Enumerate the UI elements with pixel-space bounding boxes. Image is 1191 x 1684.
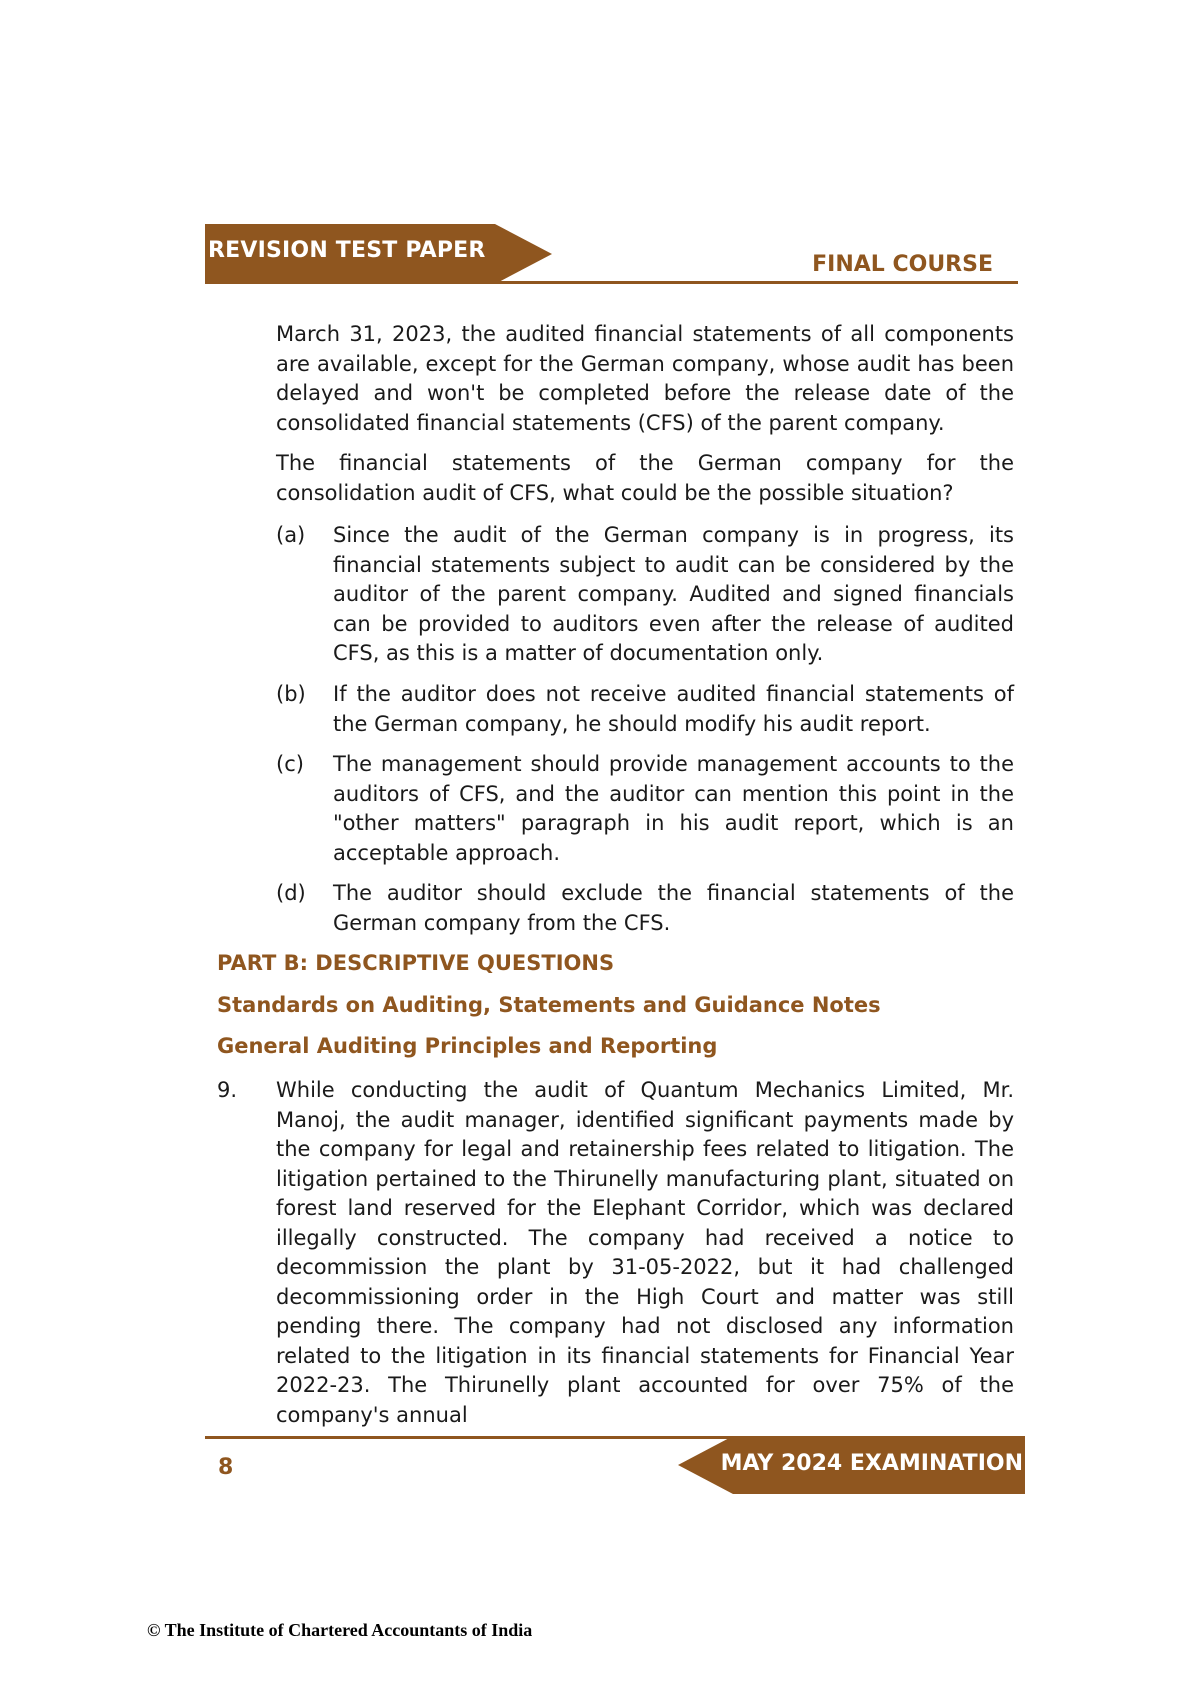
question-number: 9. xyxy=(217,1078,238,1102)
question-text: While conducting the audit of Quantum Mechanics Limited, Mr. Manoj, the audit manager, identified significant payments made by the company for legal and retainership fees related to litigation. The litigation pertained to the Thirunelly manufacturing plant, situated on forest land reserved for the Elephant Corridor, which was declared illegally constructed. The company had received a notice to decommission the plant by 31-05-2022, but it had challenged decommissioning order in the High Court and matter was still pending there. The company had not disclosed any information related to the litigation in its financial statements for Financial Year 2022-23. The Thirunelly plant accounted for over 75% of the company's annual xyxy=(276,1078,1014,1427)
option-text-c: The management should provide management accounts to the auditors of CFS, and the auditor can mention this point in the "other matters" paragraph in his audit report, which is an acceptable approach. xyxy=(333,752,1014,865)
intro-paragraph-1: March 31, 2023, the audited financial statements of all components are available, except for the German company, whose audit has been delayed and won't be completed before the release date of the consolidated financial statements (CFS) of the parent company. xyxy=(276,322,1014,435)
header-title: REVISION TEST PAPER xyxy=(208,238,486,263)
copyright-notice: © The Institute of Chartered Accountants of India xyxy=(147,1620,533,1640)
option-text-b: If the auditor does not receive audited financial statements of the German company, he should modify his audit report. xyxy=(333,682,1014,736)
option-label-d: (d) xyxy=(276,881,306,905)
header-rule xyxy=(205,281,1018,284)
option-label-c: (c) xyxy=(276,752,304,776)
section-heading-standards: Standards on Auditing, Statements and Guidance Notes xyxy=(217,993,881,1017)
page-number: 8 xyxy=(218,1455,234,1480)
course-label: FINAL COURSE xyxy=(812,252,993,277)
option-label-a: (a) xyxy=(276,523,306,547)
section-heading-part-b: PART B: DESCRIPTIVE QUESTIONS xyxy=(217,951,615,975)
option-text-a: Since the audit of the German company is in progress, its financial statements subject to audit can be considered by the auditor of the parent company. Audited and signed financials can be provided to auditors even after the release of audited CFS, as this is a matter of documentation only. xyxy=(333,523,1014,665)
option-text-d: The auditor should exclude the financial statements of the German company from the CFS. xyxy=(333,881,1014,935)
section-heading-general: General Auditing Principles and Reporting xyxy=(217,1034,718,1058)
exam-label: MAY 2024 EXAMINATION xyxy=(720,1451,1023,1476)
intro-paragraph-2: The financial statements of the German company for the consolidation audit of CFS, what could be the possible situation? xyxy=(276,451,1014,505)
option-label-b: (b) xyxy=(276,682,306,706)
